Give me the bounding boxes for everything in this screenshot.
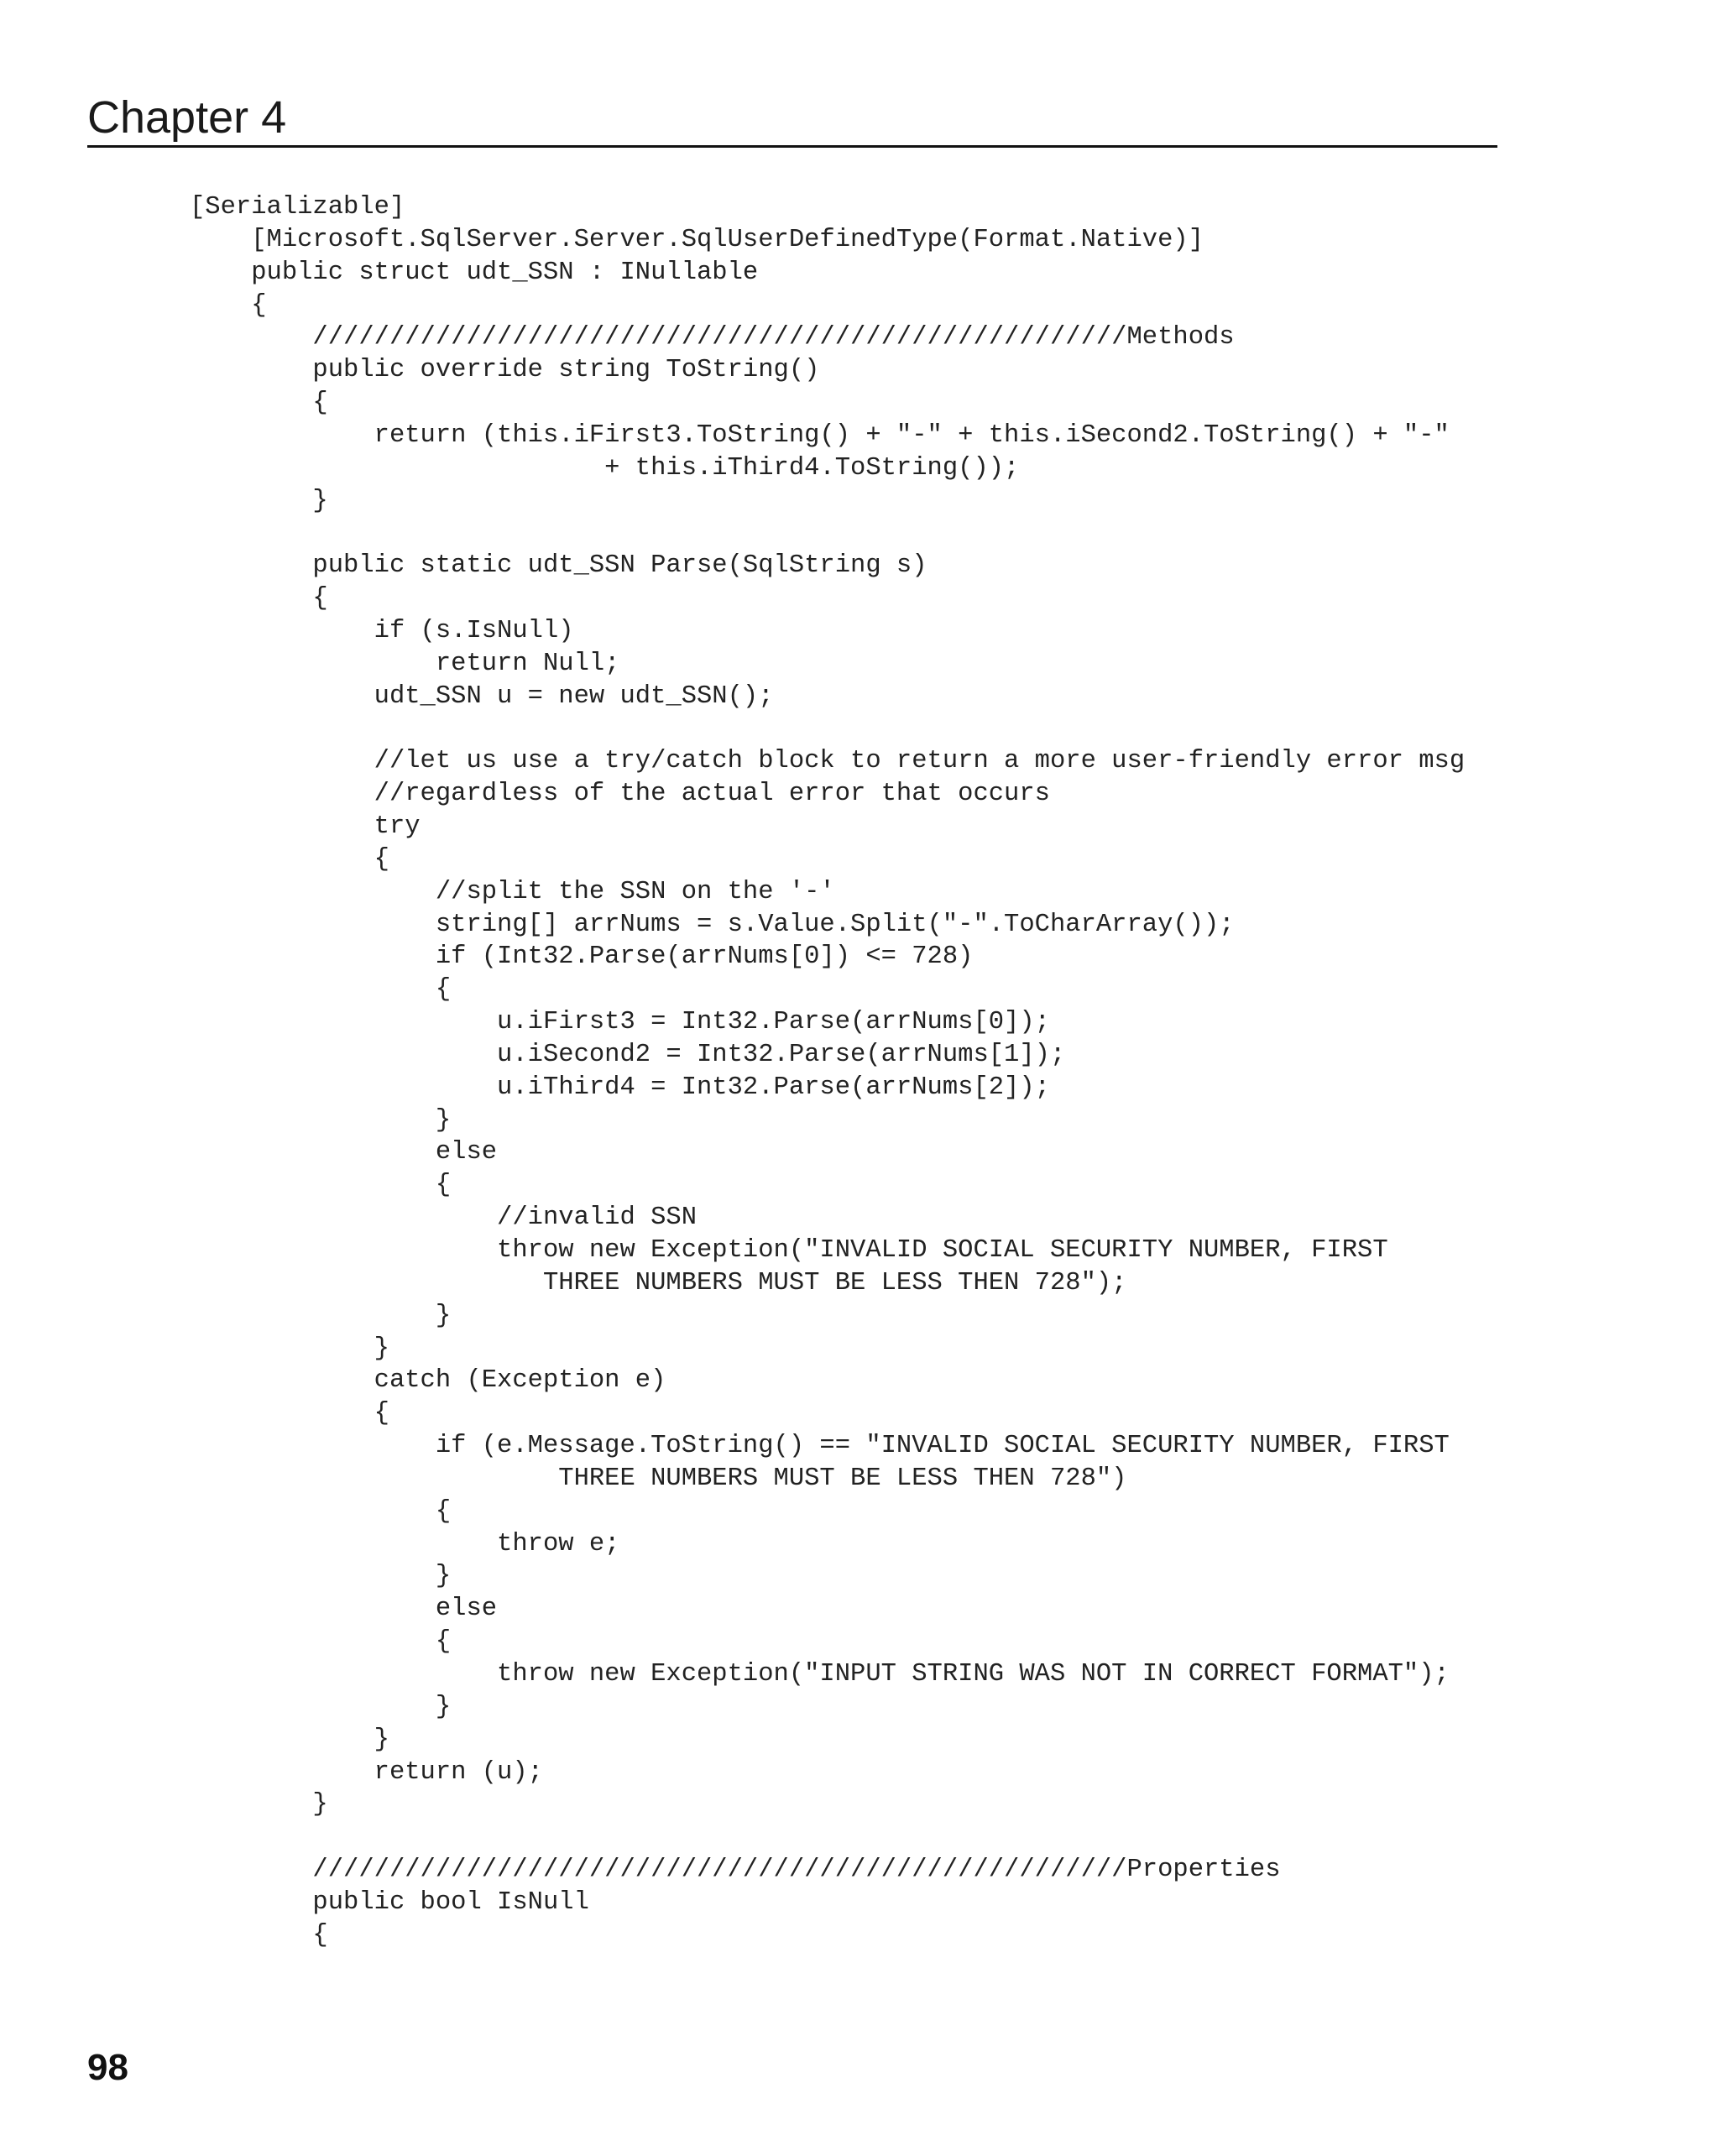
code-line: else (190, 1595, 498, 1624)
code-line: public override string ToString() (190, 356, 820, 385)
code-line: { (190, 1920, 328, 1950)
code-line: if (e.Message.ToString() == "INVALID SOCIAL SECURITY NUMBER, FIRST (190, 1432, 1450, 1461)
code-line: u.iThird4 = Int32.Parse(arrNums[2]); (190, 1073, 1050, 1102)
code-line (190, 1821, 1465, 1854)
code-line: + this.iThird4.ToString()); (190, 453, 1020, 483)
page-number: 98 (87, 2047, 128, 2088)
code-line: THREE NUMBERS MUST BE LESS THEN 728"); (190, 1268, 1127, 1297)
code-listing (190, 191, 1465, 1952)
code-line: { (190, 1171, 452, 1200)
code-line: } (190, 1301, 452, 1330)
code-line: public struct udt_SSN : INullable (190, 258, 759, 287)
code-line (190, 517, 1465, 550)
chapter-title: Chapter 4 (87, 92, 287, 143)
code-line: { (190, 975, 452, 1005)
code-line: { (190, 1627, 452, 1657)
code-line: return Null; (190, 649, 620, 678)
code-line: //regardless of the actual error that occurs (190, 780, 1050, 809)
code-line: try (190, 812, 421, 842)
code-line: //let us use a try/catch block to return a more user-friendly error msg (190, 747, 1466, 776)
code-line: } (190, 1725, 389, 1754)
code-line: } (190, 1562, 452, 1591)
code-line (190, 713, 1465, 746)
code-line: else (190, 1138, 498, 1167)
code-line: THREE NUMBERS MUST BE LESS THEN 728") (190, 1464, 1127, 1493)
code-line: return (u); (190, 1757, 543, 1787)
code-line: { (190, 584, 328, 613)
code-line: udt_SSN u = new udt_SSN(); (190, 681, 774, 711)
code-line: public static udt_SSN Parse(SqlString s) (190, 551, 927, 581)
code-line: { (190, 1399, 389, 1428)
code-line: throw e; (190, 1529, 620, 1558)
page-header (87, 84, 1497, 148)
code-line: { (190, 1496, 452, 1526)
code-line: { (190, 389, 328, 418)
code-line: [Microsoft.SqlServer.Server.SqlUserDefinedType(Format.Native)] (190, 225, 1204, 254)
code-line: [Serializable] (190, 193, 405, 222)
code-line: public bool IsNull (190, 1887, 589, 1917)
code-line: } (190, 1105, 452, 1135)
code-line: //invalid SSN (190, 1203, 697, 1233)
code-line: return (this.iFirst3.ToString() + "-" + this.iSecond2.ToString() + "-" (190, 420, 1450, 450)
code-line: { (190, 290, 267, 320)
code-line: } (190, 1692, 452, 1721)
code-line: u.iSecond2 = Int32.Parse(arrNums[1]); (190, 1040, 1066, 1069)
code-line: string[] arrNums = s.Value.Split("-".ToCharArray()); (190, 910, 1235, 939)
code-line: } (190, 1334, 389, 1363)
code-line: throw new Exception("INVALID SOCIAL SECURITY NUMBER, FIRST (190, 1236, 1388, 1265)
code-line: u.iFirst3 = Int32.Parse(arrNums[0]); (190, 1008, 1050, 1037)
code-line: /////////////////////////////////////////////////////Properties (190, 1856, 1281, 1885)
code-line: if (s.IsNull) (190, 616, 574, 645)
code-line: if (Int32.Parse(arrNums[0]) <= 728) (190, 942, 974, 972)
code-line: } (190, 1790, 328, 1819)
code-line: } (190, 486, 328, 515)
code-line: catch (Exception e) (190, 1366, 666, 1396)
code-line: /////////////////////////////////////////////////////Methods (190, 323, 1235, 352)
code-line: throw new Exception("INPUT STRING WAS NOT IN CORRECT FORMAT"); (190, 1659, 1450, 1689)
code-line: //split the SSN on the '-' (190, 877, 835, 906)
code-line: { (190, 844, 389, 874)
